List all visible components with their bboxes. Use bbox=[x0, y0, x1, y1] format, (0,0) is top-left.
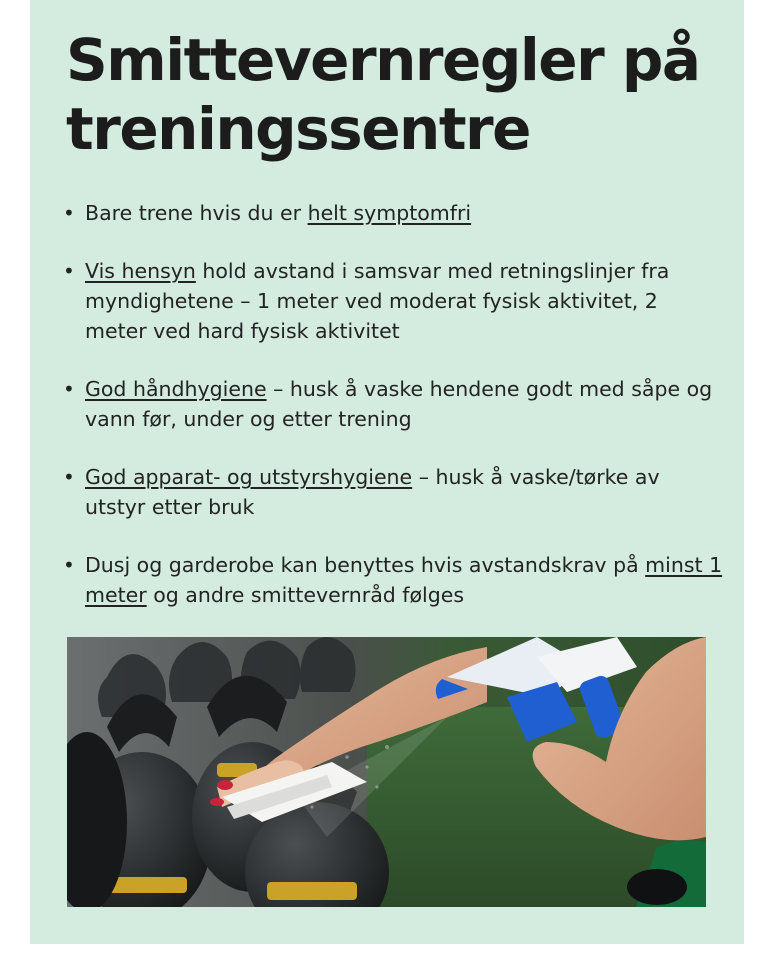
rule-text: hold avstand i samsvar med retningslinjer fra myndighetene – 1 meter ved moderat fysisk aktivitet, 2 meter ved hard fysisk aktivitet bbox=[85, 259, 670, 343]
rule-item bbox=[63, 198, 723, 228]
rule-link-handhygiene[interactable]: God håndhygiene bbox=[85, 377, 267, 401]
rule-text: – husk å vaske hendene godt med såpe og vann før, under og etter trening bbox=[85, 377, 713, 431]
rule-link-minst-1-meter[interactable]: minst 1 meter bbox=[85, 553, 723, 607]
rules-list bbox=[63, 198, 723, 638]
kettlebell-cleaning-photo bbox=[67, 637, 706, 907]
bullet: • bbox=[63, 259, 75, 283]
rule-item bbox=[63, 256, 723, 346]
rule-link-symptomfri[interactable]: helt symptomfri bbox=[307, 201, 472, 225]
rule-item bbox=[63, 550, 723, 610]
rule-link-utstyrshygiene[interactable]: God apparat- og utstyrshygiene bbox=[85, 465, 413, 489]
bullet: • bbox=[63, 201, 75, 225]
rule-text: – husk å vaske/tørke av utstyr etter bruk bbox=[85, 465, 660, 519]
bullet: • bbox=[63, 465, 75, 489]
rule-text: og andre smittevernråd følges bbox=[146, 583, 465, 607]
rule-text: Bare trene hvis du er bbox=[85, 201, 308, 225]
bullet: • bbox=[63, 553, 75, 577]
page-title: Smittevernregler på treningssentre bbox=[66, 26, 700, 163]
bullet: • bbox=[63, 377, 75, 401]
info-card bbox=[30, 0, 744, 944]
rule-item bbox=[63, 374, 723, 434]
rule-text: Dusj og garderobe kan benyttes hvis avstandskrav på bbox=[85, 553, 646, 577]
rule-link-vis-hensyn[interactable]: Vis hensyn bbox=[85, 259, 196, 283]
rule-item bbox=[63, 462, 723, 522]
